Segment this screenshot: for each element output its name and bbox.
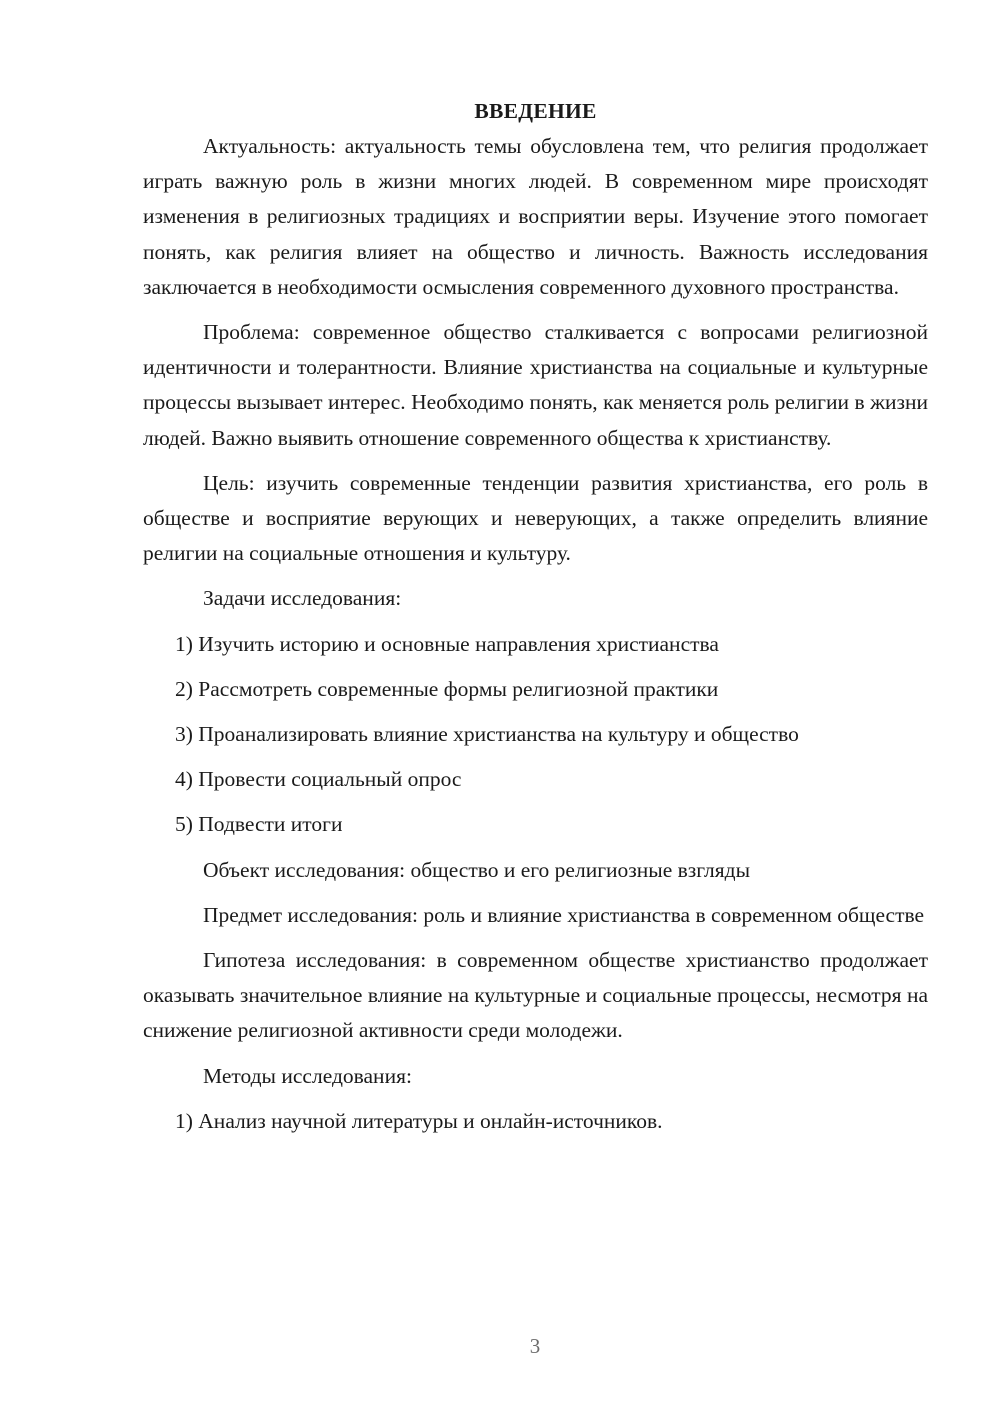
list-item-task-4: 4) Провести социальный опрос — [175, 767, 462, 792]
list-item-task-5: 5) Подвести итоги — [175, 812, 343, 837]
paragraph-relevance: Актуальность: актуальность темы обусловлена тем, что религия продолжает играть важную роль в жизни многих людей. В современном мире происходят изменения в религиозных традициях и восприятии веры. Изучение этого помогает понять, как религия влияет на общество и личность. Важность исследования заключается в необходимости осмысления современного духовного пространства. — [143, 134, 928, 299]
document-page — [143, 95, 928, 1149]
paragraph-tasks-heading: Задачи исследования: — [203, 586, 402, 611]
list-item-method-1: 1) Анализ научной литературы и онлайн-источников. — [175, 1108, 663, 1133]
list-item-task-2: 2) Рассмотреть современные формы религиозной практики — [175, 676, 719, 701]
paragraph-hypothesis: Гипотеза исследования: в современном обществе христианство продолжает оказывать значительное влияние на культурные и социальные процессы, несмотря на снижение религиозной активности среди молодежи. — [143, 948, 928, 1043]
section-title: ВВЕДЕНИЕ — [474, 99, 597, 123]
paragraph-goal: Цель: изучить современные тенденции развития христианства, его роль в обществе и восприятие верующих и неверующих, а также определить влияние религии на социальные отношения и культуру. — [143, 470, 928, 566]
paragraph-problem: Проблема: современное общество сталкивается с вопросами религиозной идентичности и толерантности. Влияние христианства на социальные и культурные процессы вызывает интерес. Необходимо понять, как меняется роль религии в жизни людей. Важно выявить отношение современного общества к христианству. — [143, 320, 928, 450]
list-item-task-3: 3) Проанализировать влияние христианства на культуру и общество — [175, 722, 799, 747]
paragraph-object: Объект исследования: общество и его религиозные взгляды — [203, 857, 751, 882]
paragraph-subject: Предмет исследования: роль и влияние христианства в современном обществе — [203, 902, 925, 927]
paragraph-methods-heading: Методы исследования: — [203, 1063, 412, 1088]
page-number: 3 — [529, 1334, 541, 1358]
list-item-task-1: 1) Изучить историю и основные направления христианства — [175, 631, 719, 656]
